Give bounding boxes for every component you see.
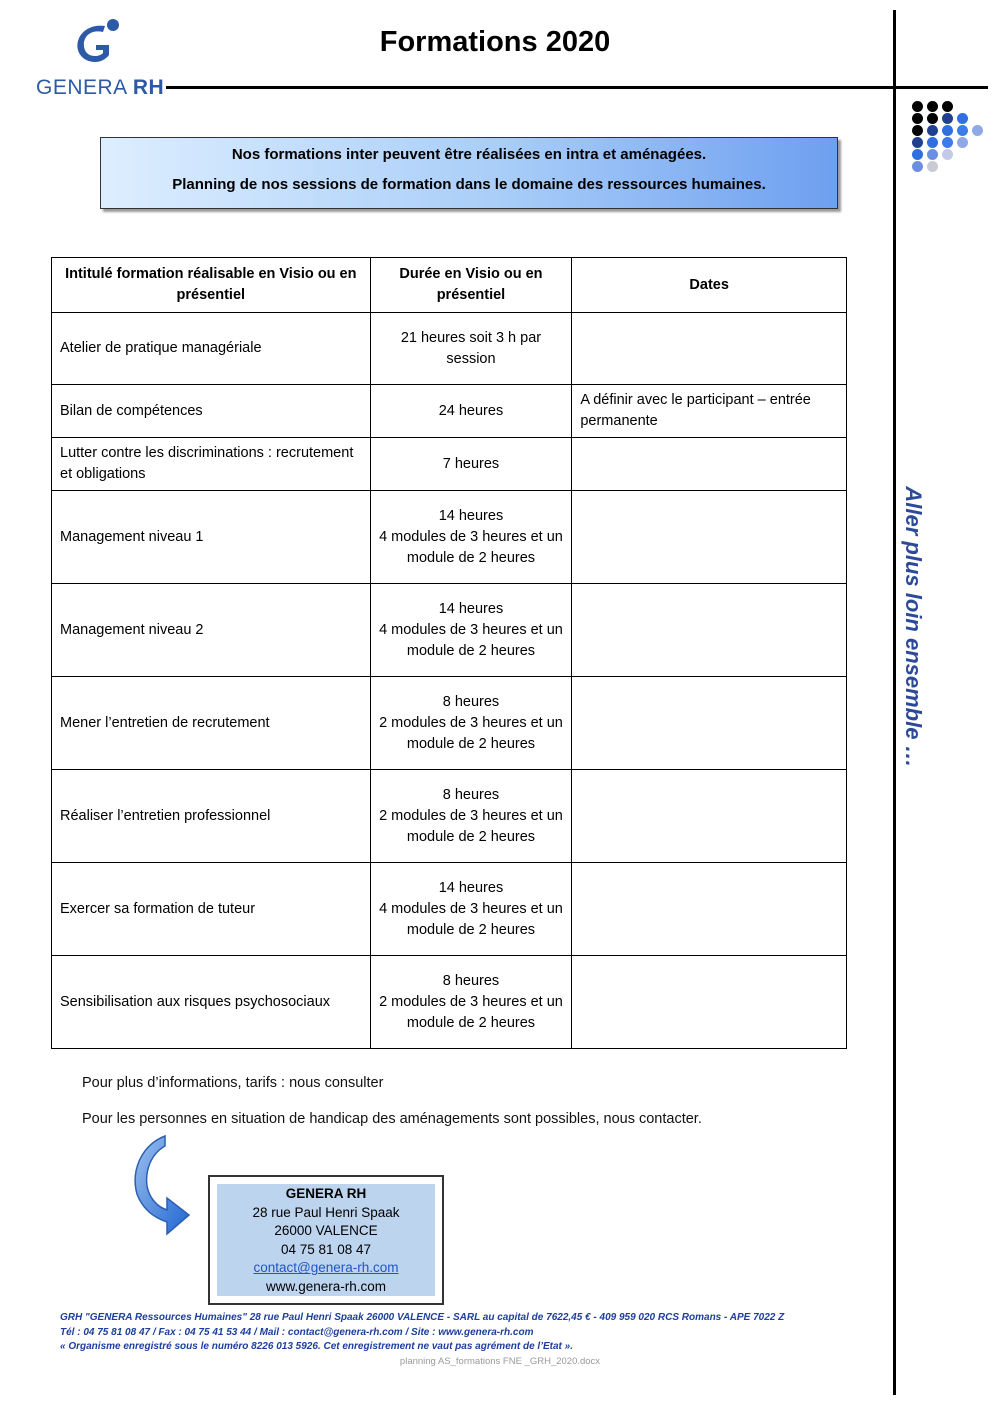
training-duration [370,438,572,491]
training-duration [370,863,572,956]
duration-line: 4 modules de 3 heures et un module de 2 heures [379,621,563,659]
training-dates [572,313,847,385]
duration-line: 24 heures [438,402,504,419]
footer-line-1: GRH "GENERA Ressources Humaines" 28 rue Paul Henri Spaak 26000 VALENCE - SARL au capital de 7622,45 € - 409 959 020 RCS Romans - APE 7022 Z [60,1312,785,1323]
training-title: Atelier de pratique managériale [52,313,371,385]
training-dates [572,677,847,770]
training-dates [572,863,847,956]
training-title: Sensibilisation aux risques psychosociaux [52,956,371,1049]
duration-line: 21 heures soit 3 h par session [400,329,542,367]
duration-line: 2 modules de 3 heures et un module de 2 heures [379,714,563,752]
training-duration [370,313,572,385]
curved-arrow-icon [125,1134,195,1244]
duration-line: 8 heures [442,693,500,710]
contact-email-link[interactable]: contact@genera-rh.com [253,1260,399,1276]
training-title: Lutter contre les discriminations : recrutement et obligations [52,438,371,491]
training-dates [572,770,847,863]
contact-phone: 04 75 81 08 47 [280,1241,372,1257]
table-row [52,584,847,677]
table-row [52,313,847,385]
table-row [52,956,847,1049]
genera-rh-logo-icon [74,18,124,74]
duration-line: 14 heures [438,600,504,617]
footer-line-2: Tél : 04 75 81 08 47 / Fax : 04 75 41 53 44 / Mail : contact@genera-rh.com / Site : www.genera-rh.com [60,1327,534,1338]
file-name: planning AS_formations FNE _GRH_2020.docx [399,1356,601,1367]
training-dates [572,584,847,677]
header-divider [166,86,988,89]
contact-name: GENERA RH [285,1186,367,1201]
duration-line: 7 heures [442,455,500,472]
training-duration [370,385,572,438]
contact-card [208,1175,444,1305]
training-title: Management niveau 1 [52,491,371,584]
banner-line-2: Planning de nos sessions de formation dans le domaine des ressources humaines. [172,176,766,193]
banner-line-1: Nos formations inter peuvent être réalisées en intra et aménagées. [231,146,707,163]
training-duration [370,677,572,770]
intro-banner [100,137,838,209]
table-row [52,770,847,863]
header-dates: Dates [572,258,847,313]
training-duration [370,491,572,584]
training-duration [370,770,572,863]
training-duration [370,956,572,1049]
table-row [52,863,847,956]
duration-line: 2 modules de 3 heures et un module de 2 heures [379,807,563,845]
page-title: Formations 2020 [379,26,611,58]
table-row [52,491,847,584]
duration-line: 2 modules de 3 heures et un module de 2 heures [379,993,563,1031]
duration-line: 4 modules de 3 heures et un module de 2 heures [379,900,563,938]
training-dates [572,491,847,584]
duration-line: 8 heures [442,972,500,989]
training-title: Mener l’entretien de recrutement [52,677,371,770]
duration-line: 14 heures [438,879,504,896]
training-dates [572,438,847,491]
header-duration: Durée en Visio ou en présentiel [370,258,572,313]
handicap-note: Pour les personnes en situation de handicap des aménagements sont possibles, nous contacter. [82,1111,702,1127]
training-title: Exercer sa formation de tuteur [52,863,371,956]
contact-street: 28 rue Paul Henri Spaak [252,1204,400,1220]
contact-website: www.genera-rh.com [265,1278,387,1294]
training-duration [370,584,572,677]
table-row [52,438,847,491]
footer-line-3: « Organisme enregistré sous le numéro 8226 013 5926. Cet enregistrement ne vaut pas agrément de l’Etat ». [60,1341,573,1352]
table-row [52,385,847,438]
training-dates [572,956,847,1049]
duration-line: 8 heures [442,786,500,803]
training-table [51,257,847,1049]
training-dates: A définir avec le participant – entrée permanente [572,385,847,438]
info-note: Pour plus d’informations, tarifs : nous consulter [82,1075,384,1091]
table-row [52,677,847,770]
table-header-row [52,258,847,313]
logo-text: GENERA RH [36,76,165,99]
training-title: Bilan de compétences [52,385,371,438]
training-title: Management niveau 2 [52,584,371,677]
company-logo [36,16,164,100]
duration-line: 4 modules de 3 heures et un module de 2 heures [379,528,563,566]
duration-line: 14 heures [438,507,504,524]
contact-city: 26000 VALENCE [274,1223,378,1239]
header-title: Intitulé formation réalisable en Visio ou en présentiel [52,258,371,313]
training-title: Réaliser l’entretien professionnel [52,770,371,863]
side-divider [893,10,896,1395]
